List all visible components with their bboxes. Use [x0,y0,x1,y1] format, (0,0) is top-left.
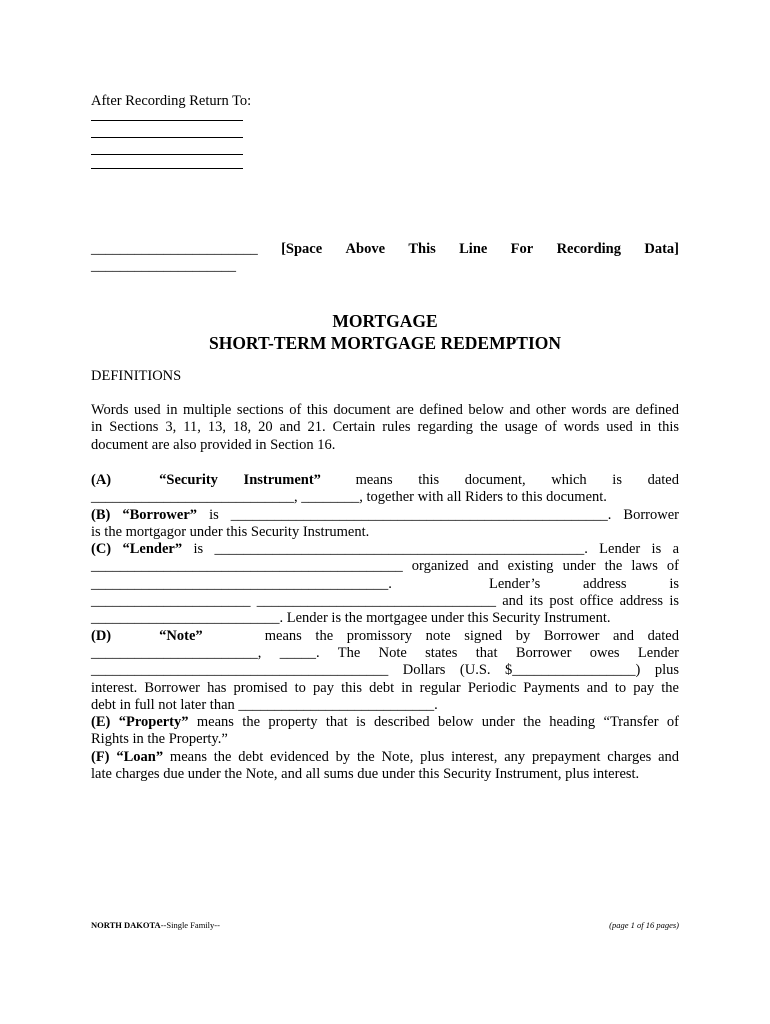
definition-text: means this document, which is dated [355,472,679,488]
definition-c-line4: ______________________ _________________________________ and its post office address is [91,593,679,610]
definition-d-line5: debt in full not later than ___________________________. [91,696,438,713]
definition-c [91,541,679,558]
footer-family: --Single Family-- [160,920,220,930]
definition-term: “Security Instrument” [159,472,321,488]
definitions-heading: DEFINITIONS [91,368,182,384]
recording-blank-second: ____________________ [91,258,236,274]
definition-b [91,507,679,524]
definition-d-line3: _________________________________________ Dollars (U.S. $_________________) plus [91,662,679,679]
definition-e-line2: Rights in the Property.” [91,731,228,748]
definition-e [91,714,679,731]
footer-state-name: NORTH DAKOTA [91,920,161,930]
definition-c-line5: __________________________. Lender is the mortgagee under this Security Instrument. [91,610,611,627]
return-address-line-4 [91,168,243,169]
definitions-list [91,472,679,783]
definition-label: (C) [91,541,112,558]
definition-label: (A) [91,472,112,488]
space-word: [Space [281,241,323,257]
definition-text: is ____________________________________________________. Borrower [209,506,680,523]
definition-term: “Note” [159,627,203,644]
definition-d-line2: _______________________, _____. The Note states that Borrower owes Lender [91,644,679,661]
lender-address-label: Lender’s address is [489,575,679,592]
definition-text: is ___________________________________________________. Lender is a [193,541,680,558]
blank: _________________________________________. [91,575,392,592]
definition-term: “Borrower” [122,506,198,523]
definition-label: (D) [91,627,112,644]
definition-text: means the debt evidenced by the Note, plus interest, any prepayment charges and [169,748,680,765]
definition-term: “Property” [118,714,189,731]
definition-f-line2: late charges due under the Note, and all sums due under this Security Instrument, plus interest. [91,766,640,783]
definition-term: “Lender” [122,541,183,558]
definition-label: (E) [91,714,111,731]
footer-page-number: (page 1 of 16 pages) [609,920,679,930]
return-address-line-3 [91,154,243,155]
definition-label: (F) [91,748,110,765]
intro-line: document are also provided in Section 16. [91,436,336,453]
definition-label: (B) [91,506,111,523]
recording-space-line [91,241,679,258]
definition-f [91,749,679,766]
definition-c-line2: ___________________________________________ organized and existing under the laws of [91,558,679,575]
document-title: MORTGAGE [332,311,438,331]
definition-d-line4: interest. Borrower has promised to pay this debt in regular Periodic Payments and to pay the [91,679,679,696]
intro-line: in Sections 3, 11, 13, 18, 20 and 21. Certain rules regarding the usage of words used in this [91,419,679,436]
space-word: Recording [556,241,621,257]
space-word: Data] [644,241,679,257]
intro-line: Words used in multiple sections of this document are defined below and other words are defined [91,402,679,418]
return-address-line-2 [91,137,243,138]
recording-blank-left: _______________________ [91,241,258,257]
space-word: Line [459,241,488,257]
definition-text: means the promissory note signed by Borrower and dated [264,627,679,644]
space-word: For [510,241,534,257]
definition-a-line2: ____________________________, ________, together with all Riders to this document. [91,489,607,506]
definition-term: “Loan” [116,748,164,765]
definition-b-line2: is the mortgagor under this Security Instrument. [91,523,370,540]
space-word: This [408,241,436,257]
definition-text: means the property that is described below under the heading “Transfer of [196,714,680,731]
intro-paragraph [91,402,679,454]
return-to-label: After Recording Return To: [91,93,252,109]
definition-d [91,628,679,645]
document-subtitle: SHORT-TERM MORTGAGE REDEMPTION [208,333,562,353]
footer-state [91,920,220,930]
definition-c-line3 [91,576,679,593]
definition-a [91,472,679,489]
return-address-line-1 [91,120,243,121]
space-word: Above [345,241,386,257]
